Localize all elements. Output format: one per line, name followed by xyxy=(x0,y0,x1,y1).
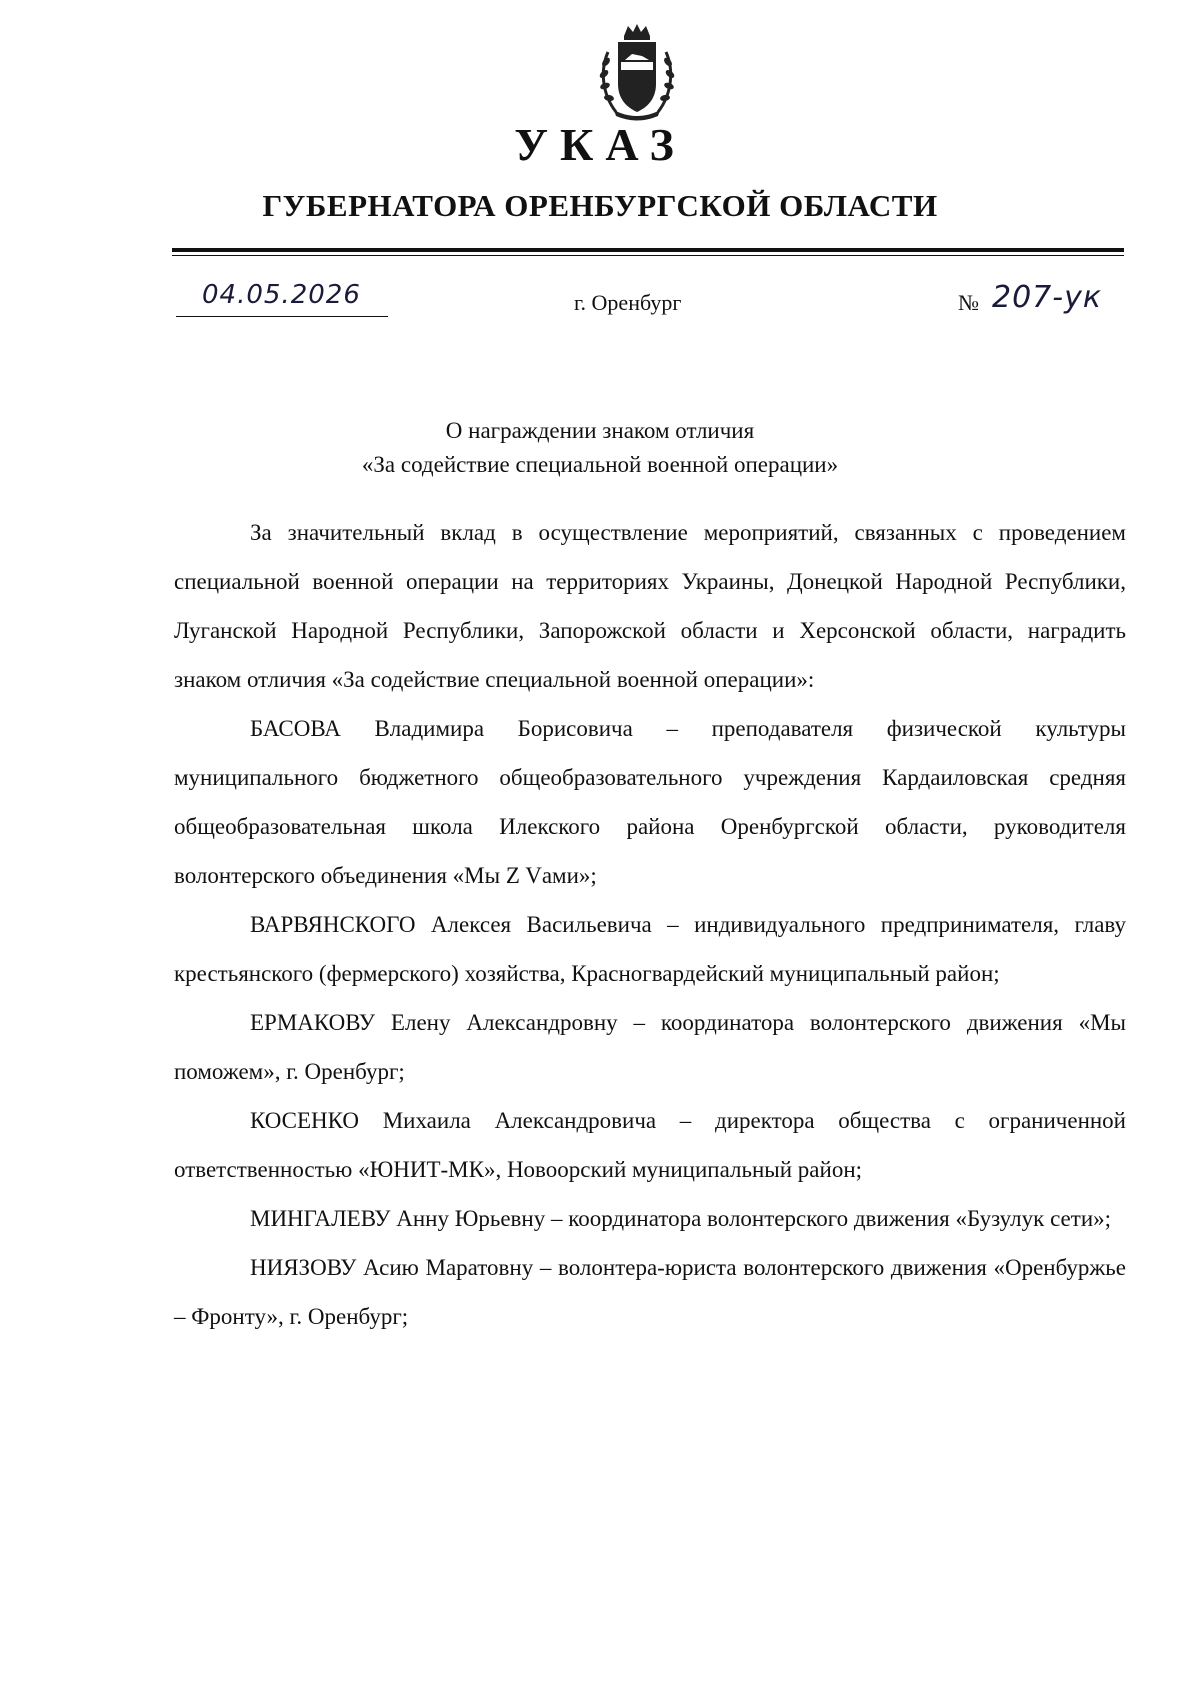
coat-of-arms-icon xyxy=(594,22,680,122)
decree-number: 207-ук xyxy=(992,280,1102,315)
decree-heading xyxy=(0,414,1200,482)
decree-subtitle: ГУБЕРНАТОРА ОРЕНБУРГСКОЙ ОБЛАСТИ xyxy=(262,188,938,223)
number-sign: № xyxy=(958,290,979,315)
decree-date: 04.05.2026 xyxy=(202,280,361,310)
preamble-paragraph: За значительный вклад в осуществление мероприятий, связанных с проведением специальной военной операции на территориях Украины, Донецкой Народной Республики, Луганской Народной Республики, Запорожской области и Херсонской области, наградить знаком отличия «За содействие специальной военной операции»: xyxy=(174,520,1126,692)
decree-number-field xyxy=(958,280,1138,320)
awardee-paragraph: БАСОВА Владимира Борисовича – преподавателя физической культуры муниципального бюджетного общеобразовательного учреждения Кардаиловская средняя общеобразовательная школа Илекского района Оренбургской области, руководителя волонтерского объединения «Мы Z Vами»; xyxy=(174,716,1126,888)
awardee-paragraph: КОСЕНКО Михаила Александровича – директора общества с ограниченной ответственностью «ЮНИТ-МК», Новоорский муниципальный район; xyxy=(174,1108,1126,1182)
decree-body xyxy=(174,508,1126,1341)
awardee-paragraph: ЕРМАКОВУ Елену Александровну – координатора волонтерского движения «Мы поможем», г. Оренбург; xyxy=(174,1010,1126,1084)
header-rule xyxy=(172,248,1124,252)
heading-line-2: «За содействие специальной военной операции» xyxy=(361,452,839,477)
heading-line-1: О награждении знаком отличия xyxy=(445,418,755,443)
awardee-paragraph: ВАРВЯНСКОГО Алексея Васильевича – индивидуального предпринимателя, главу крестьянского (фермерского) хозяйства, Красногвардейский муниципальный район; xyxy=(174,912,1126,986)
header-rule-thin xyxy=(172,255,1124,256)
awardee-paragraph: НИЯЗОВУ Асию Маратовну – волонтера-юриста волонтерского движения «Оренбуржье – Фронту», г. Оренбург; xyxy=(174,1255,1126,1329)
decree-title: УКАЗ xyxy=(514,119,686,170)
decree-city: г. Оренбург xyxy=(574,290,682,315)
awardee-paragraph: МИНГАЛЕВУ Анну Юрьевну – координатора волонтерского движения «Бузулук сети»; xyxy=(250,1206,1112,1231)
decree-date-field xyxy=(176,280,388,317)
